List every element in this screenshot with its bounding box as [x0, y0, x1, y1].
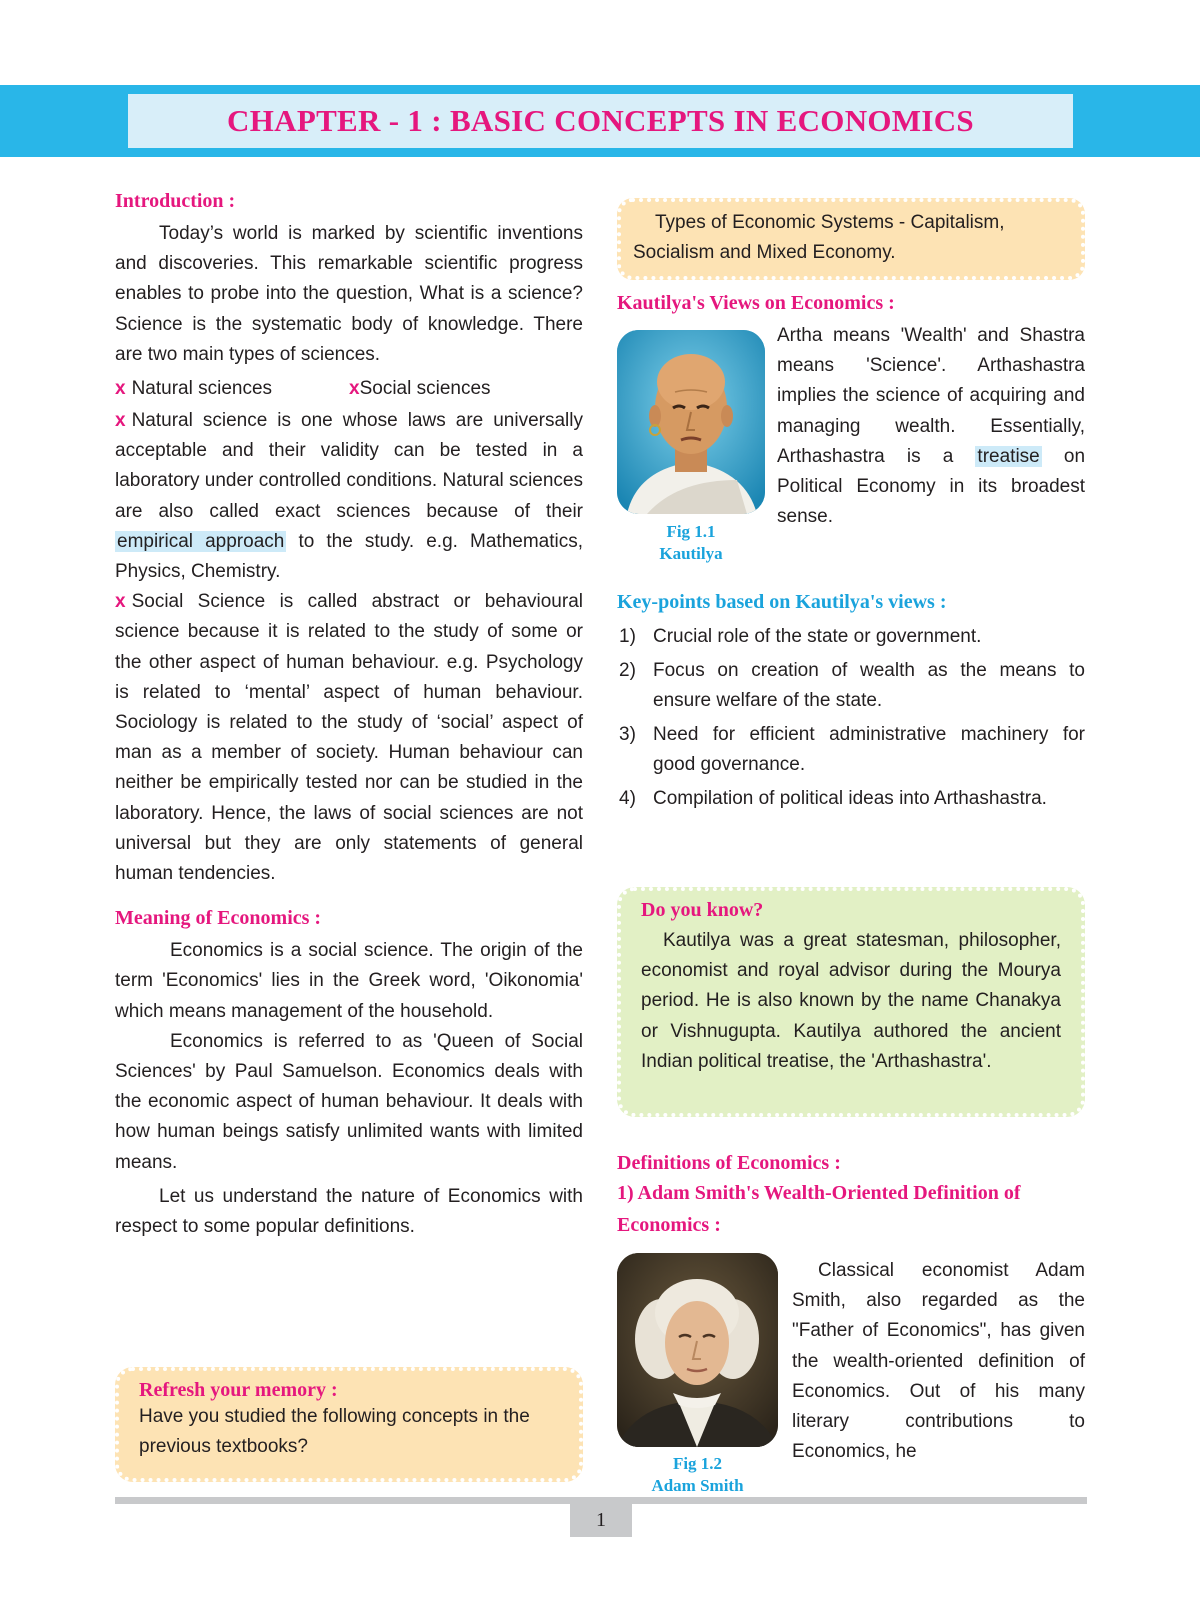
- natural-sciences-label: Natural sciences: [131, 378, 273, 400]
- item-number: 1): [619, 626, 636, 647]
- definitions-heading: Definitions of Economics :: [617, 1152, 841, 1174]
- social-science-paragraph: [115, 587, 583, 889]
- kautilya-views-heading: Kautilya's Views on Economics :: [617, 292, 895, 314]
- economic-systems-box: [617, 198, 1085, 280]
- definitions-section: [617, 1152, 1085, 1463]
- natural-science-text: Natural science is one whose laws are universally acceptable and their validity can be tested in a laboratory under controlled conditions. Natural sciences are also called exact sciences because of their: [115, 410, 583, 522]
- adam-smith-illustration: [617, 1253, 778, 1447]
- item-text: Compilation of political ideas into Arthashastra.: [653, 788, 1047, 809]
- adam-smith-caption: [617, 1453, 778, 1497]
- key-points-heading: Key-points based on Kautilya's views :: [617, 591, 947, 613]
- list-item: [617, 622, 1085, 652]
- refresh-memory-text: Have you studied the following concepts in the previous textbooks?: [139, 1406, 530, 1458]
- kautilya-text-start: Artha means 'Wealth' and Shastra means 'Science'. Arthashastra implies the science of acquiring and managing wealth. Essentially, Arthashastra is a: [777, 325, 1085, 467]
- chapter-title: CHAPTER - 1 : BASIC CONCEPTS IN ECONOMICS: [227, 103, 974, 138]
- meaning-heading: Meaning of Economics :: [115, 907, 322, 930]
- highlighted-term: empirical approach: [117, 530, 285, 552]
- figure-name: Kautilya: [659, 544, 723, 563]
- item-text: Crucial role of the state or government.: [653, 626, 982, 647]
- kautilya-text: [777, 321, 1085, 532]
- science-types-list: [115, 374, 583, 404]
- item-text: Focus on creation of wealth as the means to ensure welfare of the state.: [653, 660, 1085, 711]
- item-number: 3): [619, 724, 636, 745]
- cross-bullet-icon: x: [115, 378, 126, 400]
- chapter-header-box: [128, 94, 1073, 148]
- item-number: 2): [619, 660, 636, 681]
- do-you-know-title: Do you know?: [641, 899, 764, 921]
- kautilya-text-end: on Political Economy in its broadest sense.: [777, 445, 1086, 528]
- science-type-item: [115, 374, 349, 404]
- kautilya-illustration: [617, 330, 765, 514]
- social-sciences-label: Social sciences: [359, 378, 491, 400]
- kautilya-caption: [617, 521, 765, 565]
- list-item: [617, 720, 1085, 780]
- page-number: 1: [570, 1503, 632, 1537]
- social-science-text: Social Science is called abstract or behavioural science because it is related to the study of some or the other aspect of human behaviour. e.g. Psychology is related to ‘mental’ aspect of human behaviour. Sociology is related to the study of ‘social’ aspect of man as a member of society. Human behaviour can neither be empirically tested nor can be studied in the laboratory. Hence, the laws of social sciences are not universal but they are only statements of general human tendencies.: [115, 591, 583, 885]
- item-number: 4): [619, 788, 636, 809]
- do-you-know-box: [617, 887, 1085, 1117]
- intro-paragraph: Today’s world is marked by scientific inventions and discoveries. This remarkable scientific progress enables to probe into the question, What is a science? Science is the systematic body of knowledge. There are two main types of sciences.: [115, 223, 583, 365]
- kautilya-portrait: [617, 330, 765, 514]
- natural-science-text-end: to the study. e.g. Mathematics, Physics, Chemistry.: [115, 530, 584, 583]
- do-you-know-text: Kautilya was a great statesman, philosopher, economist and royal advisor during the Mourya period. He is also known by the name Chanakya or Vishnugupta. Kautilya authored the ancient Indian political treatise, the 'Arthashastra'.: [641, 930, 1061, 1072]
- refresh-memory-title: Refresh your memory :: [139, 1379, 338, 1401]
- meaning-paragraph-2: Economics is referred to as 'Queen of Social Sciences' by Paul Samuelson. Economics deals with the economic aspect of human behaviour. It deals with how human beings satisfy unlimited wants with limited means.: [115, 1030, 583, 1173]
- left-column: [115, 190, 583, 1242]
- meaning-paragraph-3: Let us understand the nature of Economics with respect to some popular definitions.: [115, 1185, 583, 1238]
- item-text: Need for efficient administrative machinery for good governance.: [653, 724, 1085, 775]
- figure-label: Fig 1.2: [672, 1454, 723, 1473]
- chapter-header-band: [0, 85, 1200, 157]
- natural-science-paragraph: [115, 406, 583, 587]
- refresh-memory-box: [115, 1367, 583, 1482]
- highlighted-term: treatise: [977, 445, 1040, 467]
- key-points-list: [617, 622, 1085, 814]
- economic-systems-text: Types of Economic Systems - Capitalism, Socialism and Mixed Economy.: [633, 212, 1005, 264]
- list-item: [617, 784, 1085, 814]
- adam-smith-definition-heading: 1) Adam Smith's Wealth-Oriented Definition of Economics :: [617, 1182, 1021, 1236]
- introduction-heading: Introduction :: [115, 190, 236, 212]
- cross-bullet-icon: x: [115, 591, 126, 613]
- cross-bullet-icon: x: [349, 378, 360, 400]
- figure-label: Fig 1.1: [666, 522, 716, 541]
- adam-smith-portrait: [617, 1253, 778, 1447]
- list-item: [617, 656, 1085, 716]
- science-type-item: [349, 374, 583, 404]
- adam-smith-text: Classical economist Adam Smith, also regarded as the "Father of Economics", has given the wealth-oriented definition of Economics. Out of his many literary contributions to Economics, he: [792, 1260, 1085, 1463]
- figure-name: Adam Smith: [651, 1476, 744, 1495]
- cross-bullet-icon: x: [115, 410, 126, 432]
- meaning-paragraph-1: Economics is a social science. The origin of the term 'Economics' lies in the Greek word, 'Oikonomia' which means management of the household.: [115, 940, 583, 1022]
